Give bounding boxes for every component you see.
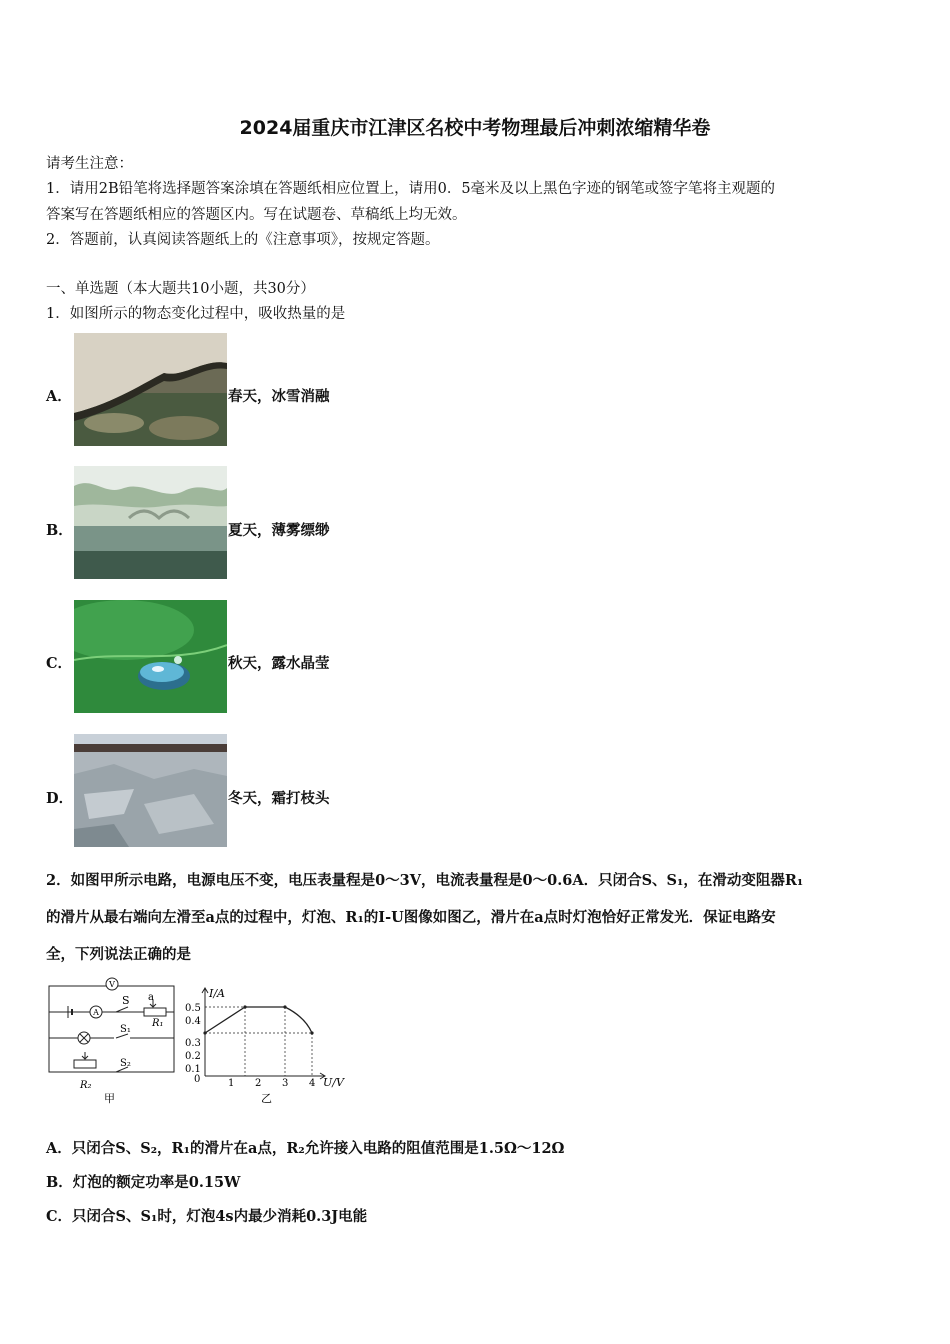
circuit-caption: 甲 — [104, 1092, 115, 1105]
option-a-text: 春天，冰雪消融 — [228, 388, 330, 405]
page-title: 2024届重庆市江津区名校中考物理最后冲刺浓缩精华卷 — [239, 117, 711, 139]
voltmeter-symbol: V — [109, 980, 115, 989]
graph-caption: 乙 — [261, 1092, 272, 1105]
notice-item1-line2: 答案写在答题纸相应的答题区内。写在试题卷、草稿纸上均无效。 — [46, 207, 467, 223]
circuit-diagram — [44, 974, 184, 1110]
ammeter-symbol: A — [93, 1008, 99, 1017]
misty-lake-image — [74, 466, 227, 579]
option-b-label[interactable]: B． — [46, 522, 73, 539]
q2-stem — [46, 862, 916, 973]
q1-stem: 1．如图所示的物态变化过程中，吸收热量的是 — [46, 306, 346, 322]
graph-point-3-05 — [283, 1005, 286, 1008]
q2-option-c[interactable]: C．只闭合S、S₁时，灯泡4s内最少消耗0.3J电能 — [46, 1208, 368, 1225]
q2-line3: 全，下列说法正确的是 — [46, 946, 191, 963]
y-tick-02: 0.2 — [185, 1051, 201, 1062]
option-c-label[interactable]: C． — [46, 655, 73, 672]
r1-label: R₁ — [152, 1018, 164, 1029]
iu-graph — [185, 984, 350, 1110]
option-a-label[interactable]: A． — [46, 388, 72, 405]
graph-point-4-03 — [310, 1031, 313, 1034]
graph-point-2-05 — [243, 1005, 246, 1008]
y-tick-04: 0.4 — [185, 1016, 201, 1027]
option-d-text: 冬天，霜打枝头 — [228, 790, 330, 807]
point-a-label: a — [148, 992, 154, 1003]
graph-xlabel: U/V — [323, 1076, 344, 1089]
r2-label: R₂ — [80, 1080, 92, 1091]
switch-s1-label: S₁ — [120, 1024, 131, 1035]
option-c-text: 秋天，露水晶莹 — [228, 655, 330, 672]
switch-s-label: S — [122, 994, 130, 1007]
dewdrop-leaf-image — [74, 600, 227, 713]
graph-point-0-03 — [203, 1031, 206, 1034]
x-tick-4: 4 — [309, 1078, 316, 1089]
x-tick-3: 3 — [282, 1078, 289, 1089]
graph-origin: 0 — [194, 1074, 201, 1085]
option-b-text: 夏天，薄雾缥缈 — [228, 522, 330, 539]
q2-option-b[interactable]: B．灯泡的额定功率是0.15W — [46, 1174, 241, 1191]
option-d-label[interactable]: D． — [46, 790, 74, 807]
x-tick-2: 2 — [255, 1078, 262, 1089]
graph-ylabel: I/A — [209, 987, 225, 1000]
q2-line1: 2．如图甲所示电路，电源电压不变，电压表量程是0～3V，电流表量程是0～0.6A．只闭合S、S₁，在滑动变阻器R₁ — [46, 872, 804, 889]
frozen-lake-image — [74, 734, 227, 847]
y-tick-01: 0.1 — [185, 1064, 201, 1075]
switch-s2-label: S₂ — [120, 1058, 131, 1069]
q2-option-a[interactable]: A．只闭合S、S₂，R₁的滑片在a点，R₂允许接入电路的阻值范围是1.5Ω～12Ω — [46, 1140, 565, 1157]
x-tick-1: 1 — [228, 1078, 235, 1089]
melting-ice-image — [74, 333, 227, 446]
q2-line2: 的滑片从最右端向左滑至a点的过程中，灯泡、R₁的I-U图像如图乙，滑片在a点时灯泡恰好正常发光．保证电路安 — [46, 909, 776, 926]
notice-heading: 请考生注意： — [46, 156, 133, 172]
y-tick-03: 0.3 — [185, 1038, 201, 1049]
notice-item2: 2．答题前，认真阅读答题纸上的《注意事项》，按规定答题。 — [46, 232, 440, 248]
notice-item1-line1: 1．请用2B铅笔将选择题答案涂填在答题纸相应位置上，请用0．5毫米及以上黑色字迹的钢笔或签字笔将主观题的 — [46, 181, 776, 197]
y-tick-05: 0.5 — [185, 1003, 201, 1014]
section-heading: 一、单选题（本大题共10小题，共30分） — [46, 281, 315, 297]
